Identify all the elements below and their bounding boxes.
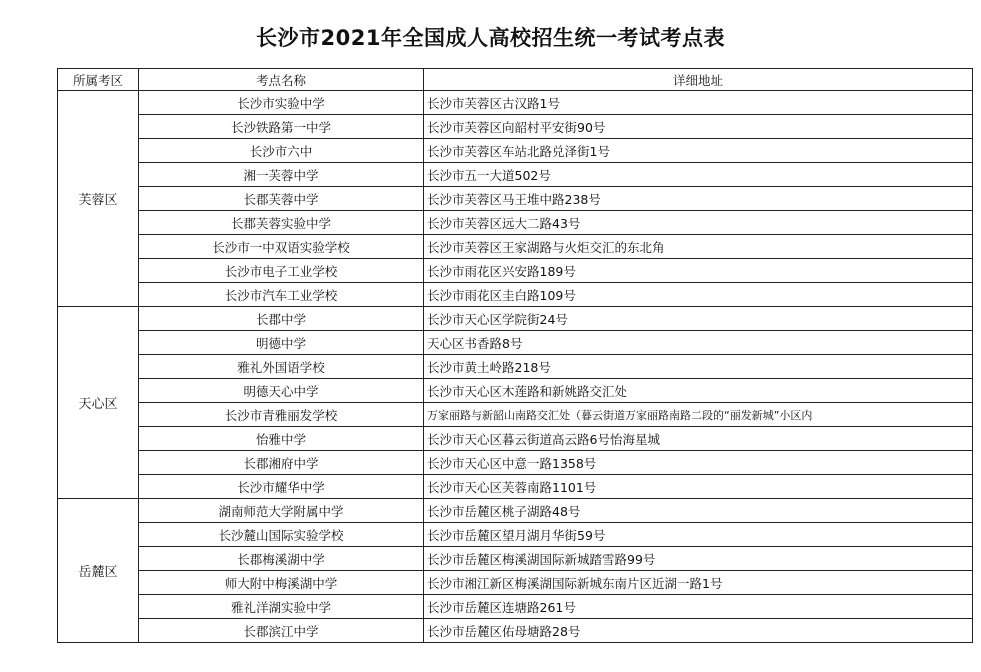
table-row [58, 499, 973, 523]
table-row [58, 403, 973, 427]
table-row [58, 211, 973, 235]
table-body [58, 91, 973, 643]
school-name-cell: 长沙市一中双语实验学校 [139, 235, 424, 259]
table-row [58, 427, 973, 451]
school-name-cell: 长沙市六中 [139, 139, 424, 163]
school-name-cell: 师大附中梅溪湖中学 [139, 571, 424, 595]
school-name-cell: 长郡中学 [139, 307, 424, 331]
page-cutoff [57, 648, 972, 672]
school-name-cell: 长郡芙蓉实验中学 [139, 211, 424, 235]
school-name-cell: 长郡芙蓉中学 [139, 187, 424, 211]
address-cell: 长沙市芙蓉区远大二路43号 [424, 211, 973, 235]
school-name-cell: 长沙市汽车工业学校 [139, 283, 424, 307]
address-cell: 长沙市天心区学院街24号 [424, 307, 973, 331]
address-cell: 长沙市天心区中意一路1358号 [424, 451, 973, 475]
table-row [58, 331, 973, 355]
school-name-cell: 长郡滨江中学 [139, 619, 424, 643]
address-cell: 长沙市芙蓉区马王堆中路238号 [424, 187, 973, 211]
page-title: 长沙市2021年全国成人高校招生统一考试考点表 [256, 26, 725, 50]
table-row [58, 547, 973, 571]
school-name-cell: 长沙麓山国际实验学校 [139, 523, 424, 547]
address-cell: 长沙市芙蓉区车站北路兑泽街1号 [424, 139, 973, 163]
address-cell: 长沙市岳麓区佑母塘路28号 [424, 619, 973, 643]
address-cell: 长沙市岳麓区桃子湖路48号 [424, 499, 973, 523]
table-row [58, 475, 973, 499]
exam-sites-table [57, 68, 973, 643]
address-cell: 长沙市天心区暮云街道高云路6号怡海星城 [424, 427, 973, 451]
table-row [58, 163, 973, 187]
table-row [58, 139, 973, 163]
table-row [58, 355, 973, 379]
address-cell: 长沙市五一大道502号 [424, 163, 973, 187]
school-name-cell: 长沙铁路第一中学 [139, 115, 424, 139]
table-row [58, 187, 973, 211]
school-name-cell: 湘一芙蓉中学 [139, 163, 424, 187]
school-name-cell: 长沙市青雅丽发学校 [139, 403, 424, 427]
address-cell: 长沙市黄土岭路218号 [424, 355, 973, 379]
school-name-cell: 长郡湘府中学 [139, 451, 424, 475]
header-address: 详细地址 [424, 69, 973, 91]
table-row [58, 523, 973, 547]
table-row [58, 571, 973, 595]
address-cell: 天心区书香路8号 [424, 331, 973, 355]
school-name-cell: 怡雅中学 [139, 427, 424, 451]
header-school: 考点名称 [139, 69, 424, 91]
table-row [58, 235, 973, 259]
table-row [58, 595, 973, 619]
address-cell: 长沙市雨花区圭白路109号 [424, 283, 973, 307]
address-cell: 长沙市芙蓉区向韶村平安街90号 [424, 115, 973, 139]
header-district: 所属考区 [58, 69, 139, 91]
school-name-cell: 雅礼外国语学校 [139, 355, 424, 379]
address-cell: 长沙市岳麓区望月湖月华街59号 [424, 523, 973, 547]
address-cell: 长沙市湘江新区梅溪湖国际新城东南片区近湖一路1号 [424, 571, 973, 595]
address-cell: 万家丽路与新韶山南路交汇处（暮云街道万家丽路南路二段的“丽发新城”小区内 [424, 403, 973, 427]
school-name-cell: 长沙市耀华中学 [139, 475, 424, 499]
table-row [58, 379, 973, 403]
address-cell: 长沙市芙蓉区古汉路1号 [424, 91, 973, 115]
table-header-row [58, 69, 973, 91]
school-name-cell: 长沙市实验中学 [139, 91, 424, 115]
address-cell: 长沙市芙蓉区王家湖路与火炬交汇的东北角 [424, 235, 973, 259]
school-name-cell: 湖南师范大学附属中学 [139, 499, 424, 523]
school-name-cell: 长郡梅溪湖中学 [139, 547, 424, 571]
table-row [58, 115, 973, 139]
address-cell: 长沙市岳麓区梅溪湖国际新城踏雪路99号 [424, 547, 973, 571]
district-cell: 岳麓区 [58, 499, 139, 643]
school-name-cell: 雅礼洋湖实验中学 [139, 595, 424, 619]
table-row [58, 619, 973, 643]
address-cell: 长沙市岳麓区连塘路261号 [424, 595, 973, 619]
school-name-cell: 明德天心中学 [139, 379, 424, 403]
address-cell: 长沙市雨花区兴安路189号 [424, 259, 973, 283]
address-cell: 长沙市天心区木莲路和新姚路交汇处 [424, 379, 973, 403]
district-cell: 芙蓉区 [58, 91, 139, 307]
table-row [58, 283, 973, 307]
school-name-cell: 长沙市电子工业学校 [139, 259, 424, 283]
school-name-cell: 明德中学 [139, 331, 424, 355]
district-cell: 天心区 [58, 307, 139, 499]
table-row [58, 451, 973, 475]
table-row [58, 259, 973, 283]
table-row [58, 307, 973, 331]
address-cell: 长沙市天心区芙蓉南路1101号 [424, 475, 973, 499]
table-row [58, 91, 973, 115]
